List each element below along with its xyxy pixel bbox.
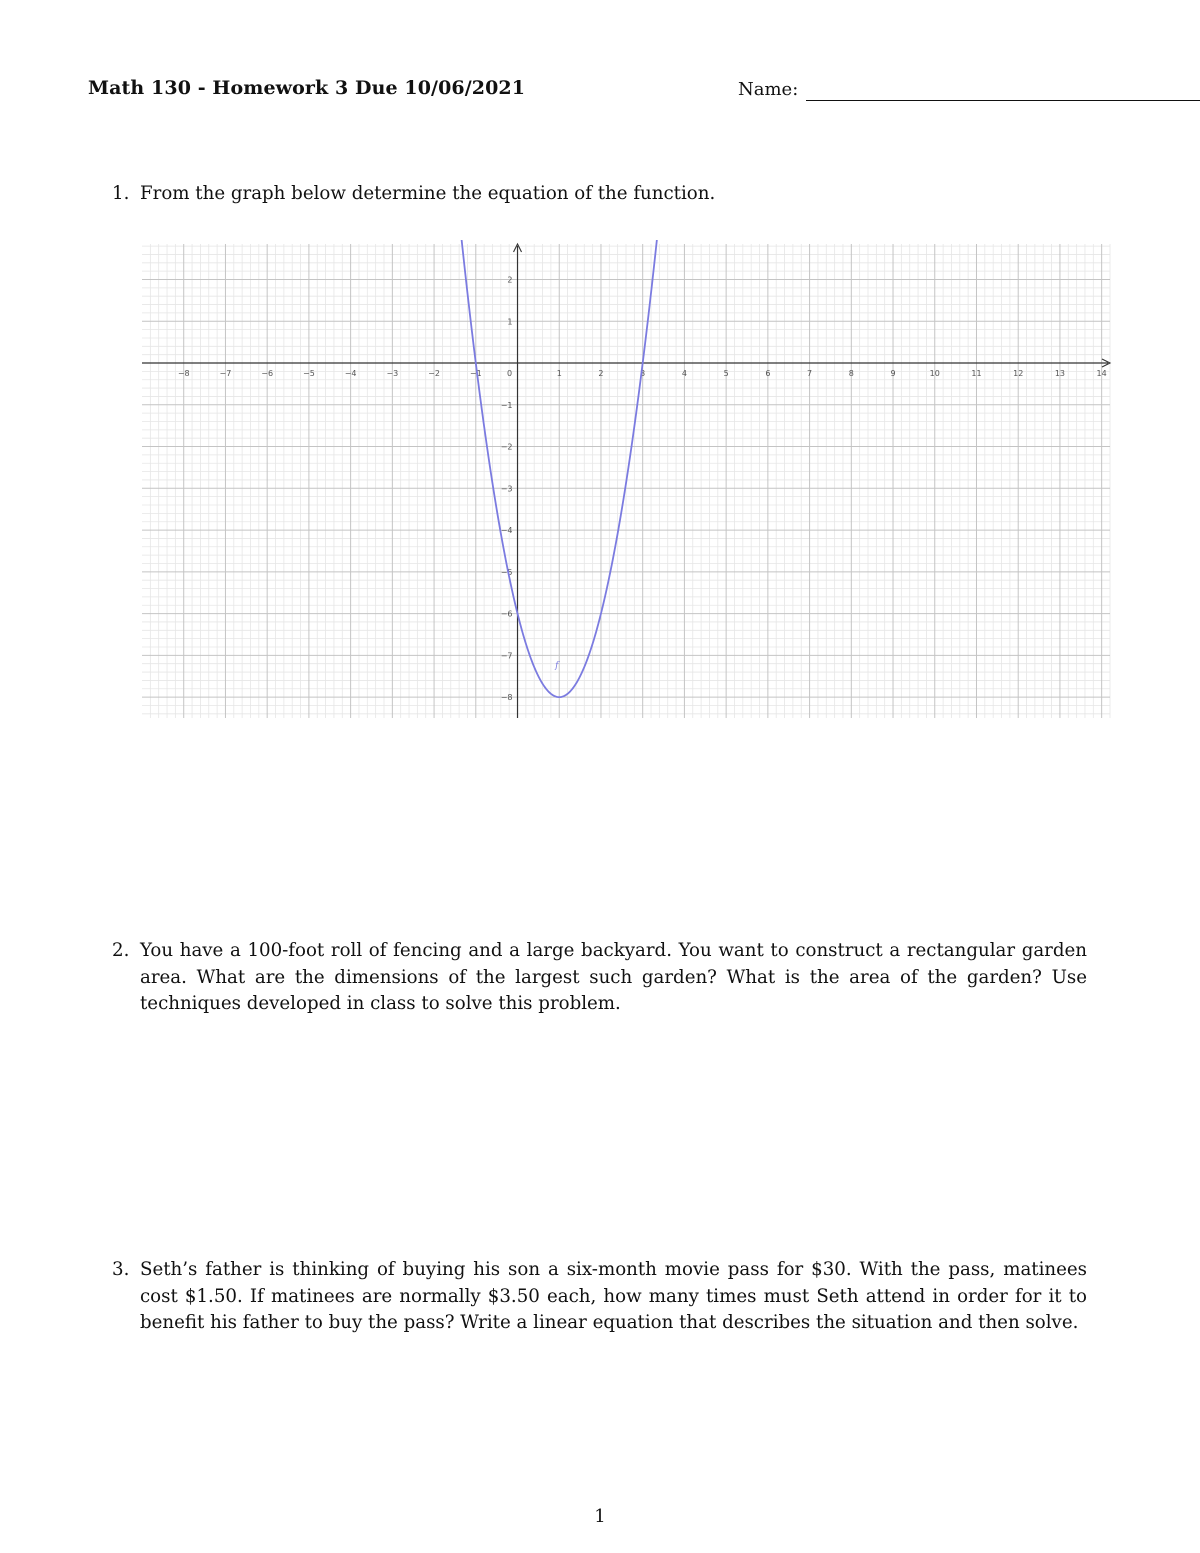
x-tick-label: 14 [1096, 369, 1107, 379]
y-tick-label: 2 [507, 275, 513, 285]
problem-2 [112, 938, 1087, 1018]
name-label: Name: [738, 79, 799, 100]
y-tick-label: −7 [500, 651, 513, 661]
page-number: 1 [594, 1506, 606, 1527]
x-tick-label: −8 [177, 369, 190, 379]
x-tick-label: 11 [971, 369, 982, 379]
x-tick-label: 12 [1013, 369, 1024, 379]
problem-3 [112, 1257, 1087, 1337]
x-tick-label: 4 [681, 369, 687, 379]
x-tick-label: 2 [598, 369, 604, 379]
y-tick-label: −4 [500, 526, 513, 536]
x-tick-label: 13 [1054, 369, 1066, 379]
name-blank-line [806, 100, 1200, 101]
problem-number: 1. [112, 183, 130, 204]
problem-text: From the graph below determine the equation of the function. [140, 183, 716, 204]
y-tick-label: −1 [500, 400, 513, 410]
y-tick-label: 1 [507, 317, 513, 327]
x-tick-label: −2 [428, 369, 440, 379]
problem-number: 2. [112, 940, 130, 961]
problem-number: 3. [112, 1259, 130, 1280]
x-tick-label: −1 [469, 369, 482, 379]
problem-text: You have a 100-foot roll of fencing and a large backyard. You want to construct a rectangular garden area. What are the dimensions of the largest such garden? What is the area of the garden? Use techniques developed in class to solve this problem. [140, 940, 1087, 1014]
x-tick-label: 1 [556, 369, 562, 379]
x-tick-label: 7 [807, 369, 813, 379]
x-tick-label: −7 [219, 369, 232, 379]
x-tick-label: 10 [929, 369, 940, 379]
homework-title: Math 130 - Homework 3 Due 10/06/2021 [88, 77, 526, 99]
x-tick-label: −4 [344, 369, 357, 379]
curve-label: f [555, 660, 559, 671]
x-tick-label: −6 [261, 369, 274, 379]
x-tick-label: 0 [506, 369, 513, 379]
x-tick-label: 8 [848, 369, 854, 379]
problem-1 [112, 181, 1087, 208]
y-tick-label: −8 [500, 693, 513, 703]
x-tick-label: −3 [386, 369, 399, 379]
x-tick-label: −5 [302, 369, 315, 379]
problem-text: Seth’s father is thinking of buying his son a six-month movie pass for $30. With the pass, matinees cost $1.50. If matinees are normally $3.50 each, how many times must Seth attend in order for it to benefit his father to buy the pass? Write a linear equation that describes the situation and then solve. [140, 1259, 1087, 1333]
y-tick-label: −6 [500, 609, 513, 619]
y-tick-label: −3 [500, 484, 513, 494]
y-tick-label: −5 [500, 567, 513, 577]
function-graph [138, 240, 1118, 722]
x-tick-label: 3 [640, 369, 646, 379]
y-tick-label: −2 [500, 442, 513, 452]
x-tick-label: 9 [890, 369, 896, 379]
x-tick-label: 5 [723, 369, 729, 379]
x-tick-label: 6 [765, 369, 771, 379]
graph-svg [138, 240, 1118, 722]
